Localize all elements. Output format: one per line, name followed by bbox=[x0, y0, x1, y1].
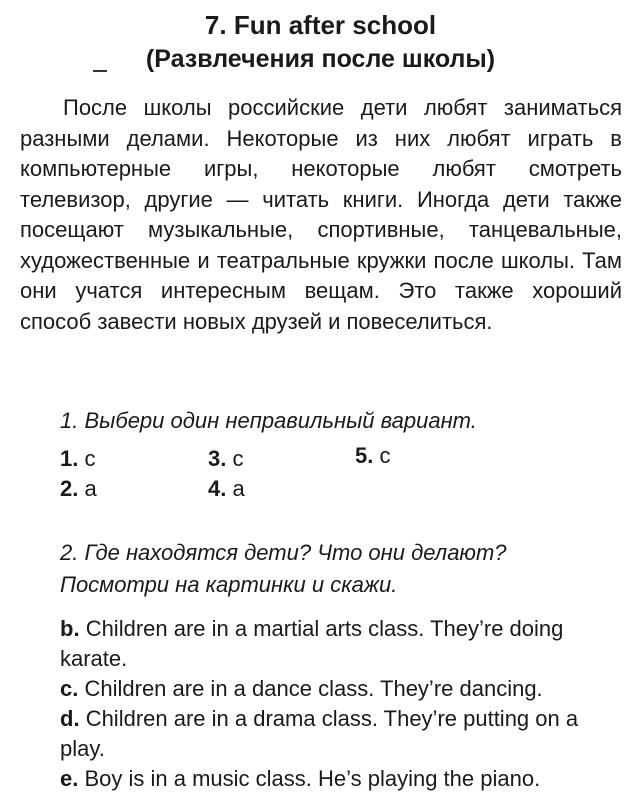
task2-instruction bbox=[60, 537, 620, 601]
answer-number: 2. bbox=[60, 476, 79, 501]
answer-text: Children are in a drama class. They’re putting on a play. bbox=[60, 706, 579, 761]
answer-value: a bbox=[232, 476, 245, 501]
answer-text: Children are in a martial arts class. They’re doing karate. bbox=[60, 616, 564, 671]
answer-value: c bbox=[84, 446, 96, 471]
task2-answer-e bbox=[60, 764, 615, 794]
answer-value: a bbox=[84, 476, 97, 501]
answer-value: c bbox=[232, 446, 244, 471]
task1-instruction: 1. Выбери один неправильный вариант. bbox=[60, 408, 477, 433]
task2-answer-c bbox=[60, 674, 615, 704]
task1-answer-4 bbox=[208, 474, 245, 504]
task1-answer-1 bbox=[60, 444, 95, 474]
answer-text: Boy is in a music class. He’s playing the piano. bbox=[84, 766, 541, 791]
answer-number: 5. bbox=[355, 443, 374, 468]
task2-instruction-line2: Посмотри на картинки и скажи. bbox=[60, 572, 398, 597]
task2-answer-b bbox=[60, 614, 615, 674]
answer-number: 1. bbox=[60, 446, 79, 471]
task1-answer-2 bbox=[60, 474, 97, 504]
exercise-subtitle: (Развлечения после школы) bbox=[145, 45, 496, 73]
task1-answer-5 bbox=[355, 441, 390, 471]
answer-letter: b. bbox=[60, 616, 80, 641]
answer-letter: c. bbox=[60, 676, 79, 701]
task2-instruction-line1: 2. Где находятся дети? Что они делают? bbox=[60, 540, 507, 565]
answer-letter: d. bbox=[60, 706, 80, 731]
task2-answer-d bbox=[60, 704, 615, 764]
answer-number: 4. bbox=[208, 476, 227, 501]
task2-answers bbox=[60, 614, 615, 794]
reading-paragraph: После школы российские дети любят заниматься разными делами. Некоторые из них любят играть в компьютерные игры, некоторые любят смотреть телевизор, другие — читать книги. Иногда дети также посещают музыкальные, спортивные, танцевальные, художественные и театральные кружки после школы. Там они учатся интересным вещам. Это также хороший способ завести новых друзей и повеселиться. bbox=[20, 95, 622, 334]
answer-letter: e. bbox=[60, 766, 79, 791]
reading-text bbox=[20, 93, 622, 337]
answer-number: 3. bbox=[208, 446, 227, 471]
answer-text: Children are in a dance class. They’re dancing. bbox=[84, 676, 543, 701]
answer-value: c bbox=[379, 443, 391, 468]
exercise-title: 7. Fun after school bbox=[204, 10, 437, 40]
task1-answer-3 bbox=[208, 444, 243, 474]
